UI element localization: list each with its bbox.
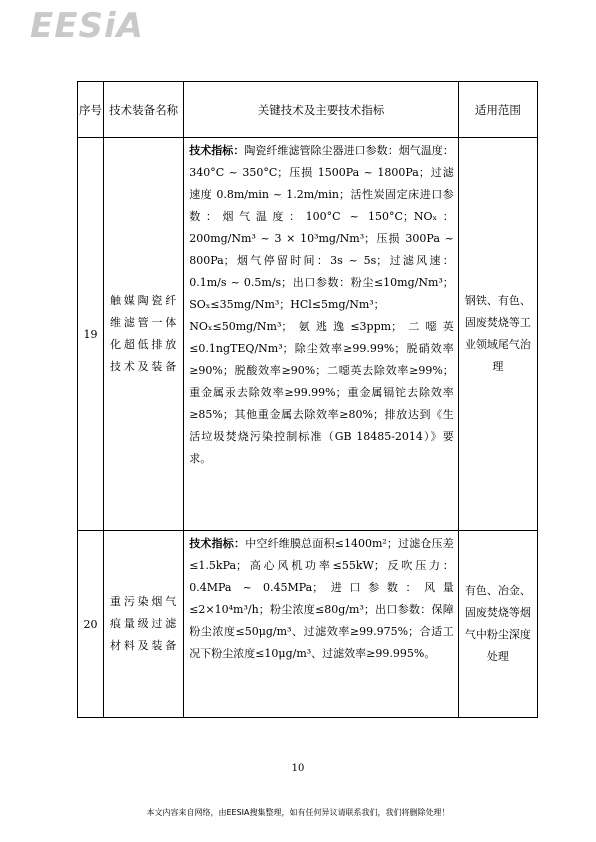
header-index: 序号 (78, 82, 104, 138)
row-index: 19 (78, 138, 104, 531)
row-description (184, 138, 459, 531)
table-row (78, 138, 538, 531)
page-number: 10 (291, 763, 305, 774)
table-row (78, 531, 538, 718)
row-index: 20 (78, 531, 104, 718)
technology-table (77, 81, 538, 718)
tech-indicator-text: 中空纤维膜总面积≤1400m²；过滤仓压差≤1.5kPa；高心风机功率≤55kW；反吹压力：0.4MPa ~ 0.45MPa；进口参数：风量≤2×10⁴m³/h；粉尘浓度≤80g/m³；出口参数：保障粉尘浓度≤50μg/m³、过滤效率≥99.975%；合适工况下粉尘浓度≤10μg/m³、过滤效率≥99.995%。 (189, 537, 454, 660)
header-scope: 适用范围 (458, 82, 537, 138)
row-scope: 钢铁、有色、固废焚烧等工业领域尾气治理 (458, 138, 537, 531)
row-name: 触媒陶瓷纤维滤管一体化超低排放技术及装备 (104, 138, 184, 531)
row-scope: 有色、冶金、固废焚烧等烟气中粉尘深度处理 (458, 531, 537, 718)
tech-indicator-label: 技术指标： (189, 144, 245, 157)
header-tech: 关键技术及主要技术指标 (184, 82, 459, 138)
row-name: 重污染烟气痕量级过滤材料及装备 (104, 531, 184, 718)
footer-disclaimer: 本文内容来自网络，由EESIA搜集整理，如有任何异议请联系我们，我们将删除处理！ (146, 808, 450, 817)
tech-indicator-text: 陶瓷纤维滤管除尘器进口参数：烟气温度：340°C ~ 350°C；压损 1500Pa ~ 1800Pa；过滤速度 0.8m/min ~ 1.2m/min；活性炭固定床进口参数：烟气温度：100°C ~ 150°C；NOₓ：200mg/Nm³ ~ 3 × 10³mg/Nm³；压损 300Pa ~ 800Pa；烟气停留时间：3s ~ 5s；过滤风速：0.1m/s ~ 0.5m/s；出口参数：粉尘≤10mg/Nm³；SOₓ≤35mg/Nm³；HCl≤5mg/Nm³；NOₓ≤50mg/Nm³；氨逃逸≤3ppm；二噁英≤0.1ngTEQ/Nm³；除尘效率≥99.99%；脱硝效率≥90%；脱酸效率≥90%；二噁英去除效率≥99%；重金属汞去除效率≥99.99%；重金属镉铊去除效率≥85%；其他重金属去除效率≥80%；排放达到《生活垃圾焚烧污染控制标准（GB 18485-2014）》要求。 (189, 144, 454, 465)
table-header-row (78, 82, 538, 138)
row-description (184, 531, 459, 718)
header-name: 技术装备名称 (104, 82, 184, 138)
eesia-logo-watermark: EESiA (30, 6, 144, 46)
tech-indicator-label: 技术指标： (189, 537, 246, 550)
